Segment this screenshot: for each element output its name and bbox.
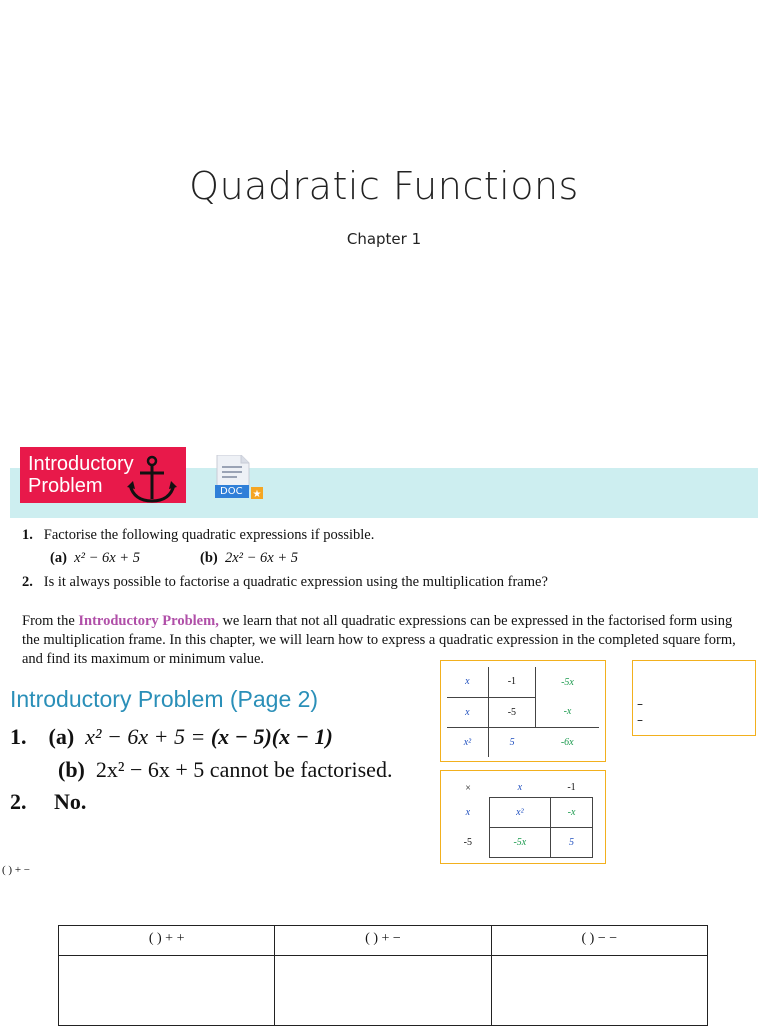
question-1b <box>200 550 298 567</box>
sign-table-cell <box>59 956 275 1026</box>
frame2-cell: -5x <box>489 827 550 857</box>
slide-subtitle: Chapter 1 <box>346 230 422 248</box>
a1-number: 1. <box>10 724 27 749</box>
intro-badge-line1: Introductory <box>28 453 134 475</box>
frame1-cell: -x <box>535 697 599 727</box>
intro-badge <box>20 447 186 503</box>
q2-text: Is it always possible to factorise a quadratic expression using the multiplication frame? <box>43 574 548 590</box>
a1b-label: (b) <box>58 757 85 782</box>
frame2-cell: x² <box>489 797 550 827</box>
q1b-label: (b) <box>200 550 218 566</box>
frame1-cell: -1 <box>488 667 535 697</box>
frame2-header-cell: -1 <box>567 782 576 794</box>
svg-text:★: ★ <box>252 489 262 500</box>
sign-table-header: ( ) − − <box>491 926 707 956</box>
frame-2-table <box>447 779 593 858</box>
question-2 <box>22 574 548 591</box>
a1b-text: 2x² − 6x + 5 cannot be factorised. <box>95 757 393 782</box>
answer-1a <box>10 724 333 750</box>
sign-table <box>58 925 708 1026</box>
frame1-cell: -5 <box>488 697 535 727</box>
frame1-cell: x <box>447 697 488 727</box>
sign-table-header: ( ) + + <box>59 926 275 956</box>
answer-1b <box>58 757 392 783</box>
a1a-rhs: (x − 5)(x − 1) <box>210 724 333 749</box>
frame2-cell: -5 <box>463 836 472 848</box>
side-box-line-1: – <box>637 697 643 711</box>
para-text-2: we learn that not all quadratic expressions can be expressed in the factorised form using the multiplication frame. In this chapter, we will learn how to express a quadratic expression in the completed square form, and find its maximum or minimum value. <box>22 613 736 667</box>
side-box <box>632 660 756 736</box>
question-1a <box>50 550 140 567</box>
frame1-cell: x <box>447 667 488 697</box>
frame1-cell: x² <box>447 727 488 757</box>
sign-table-cell <box>275 956 491 1026</box>
side-box-line-2: – <box>637 713 643 727</box>
a1a-label: (a) <box>48 724 75 749</box>
q2-number: 2. <box>22 574 33 590</box>
q1a-label: (a) <box>50 550 67 566</box>
frame1-cell: 5 <box>509 736 515 748</box>
q1a-expression: x² − 6x + 5 <box>74 550 140 566</box>
doc-file-icon[interactable] <box>215 455 262 503</box>
frame1-cell: -5x <box>535 667 599 697</box>
answer-2 <box>10 789 86 815</box>
multiplication-frame-1 <box>440 660 606 762</box>
anchor-icon <box>124 455 180 505</box>
intro-badge-line2: Problem <box>28 475 103 497</box>
q1-number: 1. <box>22 527 33 543</box>
para-text-1: From the <box>22 613 79 629</box>
q1-text: Factorise the following quadratic expressions if possible. <box>43 527 375 543</box>
frame2-header-cell: × <box>465 782 471 794</box>
multiplication-frame-2 <box>440 770 606 864</box>
slide-title: Quadratic Functions <box>189 164 579 208</box>
a2-text: No. <box>54 789 87 814</box>
para-highlight: Introductory Problem, <box>78 613 219 629</box>
frame-1-table <box>447 667 599 757</box>
frame2-cell: x <box>465 806 471 818</box>
frame1-cell: -6x <box>560 736 574 748</box>
sign-table-header: ( ) + − <box>275 926 491 956</box>
frame2-cell: 5 <box>551 827 593 857</box>
answers-heading: Introductory Problem (Page 2) <box>10 686 319 712</box>
frame2-cell: -x <box>551 797 593 827</box>
stray-symbols: ( ) + − <box>2 864 30 876</box>
sign-table-cell <box>491 956 707 1026</box>
q1b-expression: 2x² − 6x + 5 <box>224 550 299 566</box>
doc-label: DOC <box>220 486 243 497</box>
frame2-header-cell: x <box>517 782 523 794</box>
a2-number: 2. <box>10 789 27 814</box>
question-1 <box>22 527 374 544</box>
a1a-lhs: x² − 6x + 5 = <box>85 724 211 749</box>
